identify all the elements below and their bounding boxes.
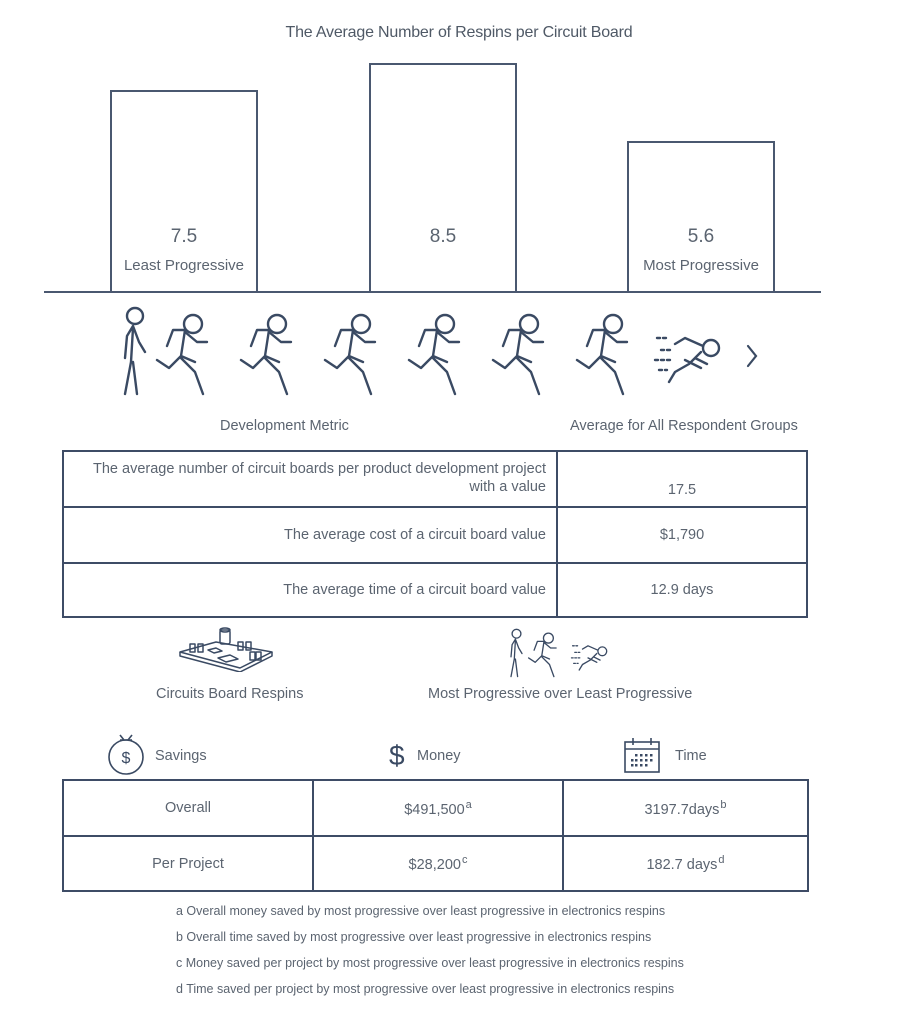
svg-text:$: $ [121,750,131,767]
value-cell: $1,790 [557,507,807,563]
time-value: 182.7 days [646,857,718,873]
bar [369,63,517,292]
row-label: Overall [63,780,313,836]
header-average-all-groups: Average for All Respondent Groups [570,418,798,434]
circuit-board-icon [176,626,276,672]
header-development-metric: Development Metric [220,418,349,434]
running-person-icon [493,315,543,394]
sprinting-person-icon [655,338,719,382]
footnote-c: c Money saved per project by most progressive over least progressive in electronics respins [176,956,684,970]
progression-icons [100,300,770,400]
chart-baseline [44,291,821,293]
caption-most-over-least: Most Progressive over Least Progressive [428,686,693,702]
money-cell [313,780,563,836]
table-row [63,780,808,836]
value-cell: 17.5 [557,451,807,507]
bar-value-label: 5.6 [687,226,715,247]
bar-value-label: 7.5 [170,226,198,247]
bar [110,90,258,292]
footnote-d: d Time saved per project by most progressive over least progressive in electronics respins [176,982,675,996]
calendar-icon [623,736,663,774]
bar-category-label: Most Progressive [643,257,759,274]
time-value: 3197.7days [644,801,720,818]
footnote-b: b Overall time saved by most progressive over least progressive in electronics respins [176,930,652,944]
footnote-a: a Overall money saved by most progressive over least progressive in electronics respins [176,904,666,918]
progression-small-icon [500,626,630,682]
time-cell [563,780,808,836]
walking-person-icon [511,629,522,676]
footnote-marker: d [718,854,725,866]
value-cell: 12.9 days [557,563,807,617]
footnote-marker: b [720,798,727,811]
chart-title: The Average Number of Respins per Circuit Board [285,24,633,41]
metric-cell: The average number of circuit boards per product development project with a value [63,451,557,507]
metric-cell: The average cost of a circuit board value [63,507,557,563]
table-row [63,451,807,507]
bar [627,141,775,292]
running-person-icon [577,315,627,394]
running-person-icon [409,315,459,394]
chevron-right-icon [748,346,756,366]
footnote-marker: c [461,854,468,866]
sprinting-person-icon [572,646,607,670]
dollar-icon: $ [389,740,405,771]
walking-person-icon [125,308,145,394]
caption-circuit-board-respins: Circuits Board Respins [156,686,304,702]
footnote-marker: a [465,798,472,811]
table-row [63,563,807,617]
metric-cell: The average time of a circuit board value [63,563,557,617]
running-person-icon [325,315,375,394]
header-time: Time [675,748,707,764]
running-person-icon [529,633,557,676]
bar-category-label: Least Progressive [123,257,245,274]
running-person-icon [241,315,291,394]
metrics-table [62,450,808,618]
time-cell [563,836,808,891]
money-value: $491,500 [404,801,465,818]
header-money: Money [417,748,461,764]
savings-table [62,779,809,892]
bar-value-label: 8.5 [429,226,457,247]
table-row [63,836,808,891]
money-bag-icon [106,732,146,776]
money-value: $28,200 [408,857,461,873]
running-person-icon [157,315,207,394]
money-cell [313,836,563,891]
header-savings: Savings [155,748,207,764]
table-row [63,507,807,563]
row-label: Per Project [63,836,313,891]
